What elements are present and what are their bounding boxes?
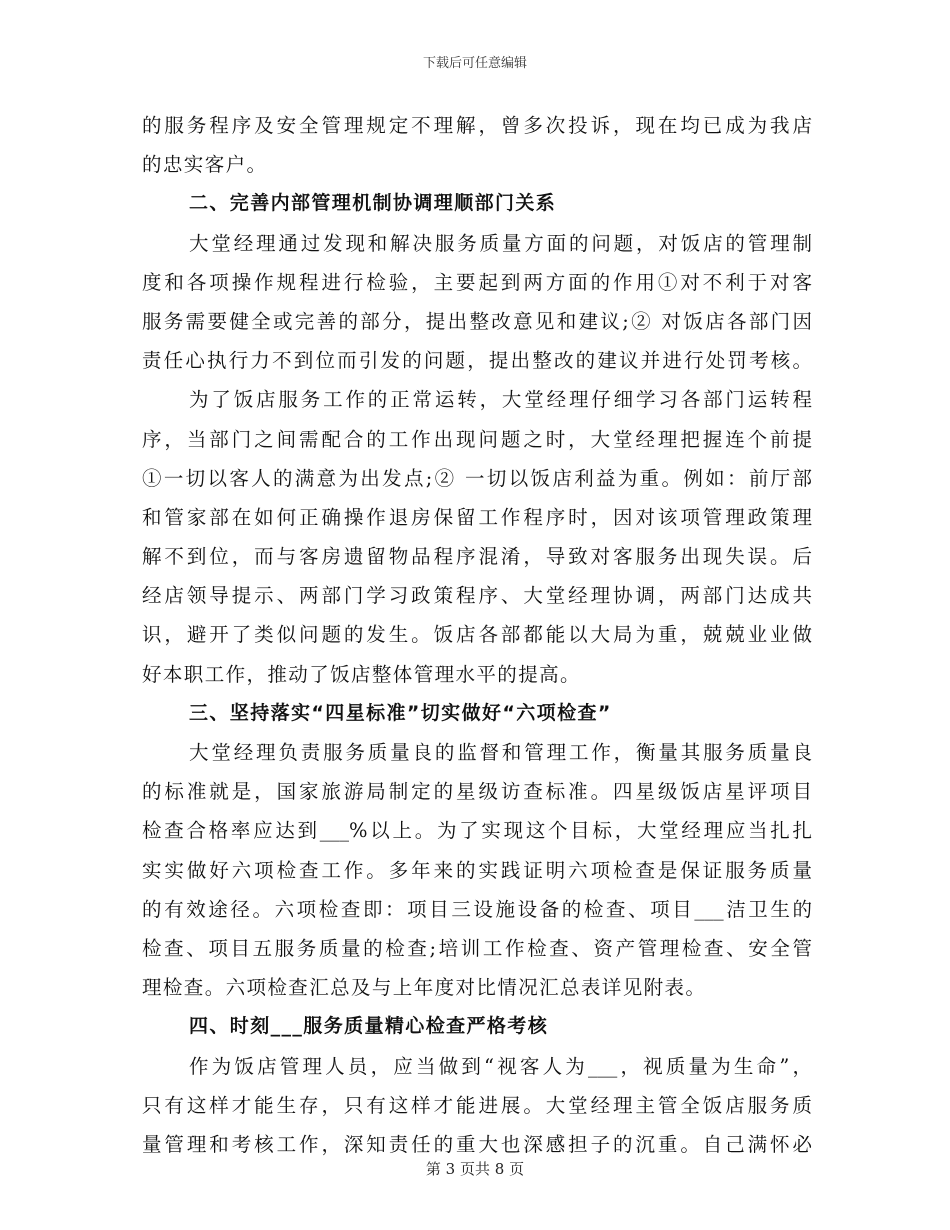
section-heading: 二、完善内部管理机制协调理顺部门关系 <box>189 192 557 215</box>
text-line: 经店领导提示、两部门学习政策程序、大堂经理协调，两部门达成共 <box>142 584 812 608</box>
page-footer: 第 3 页共 8 页 <box>425 1160 525 1178</box>
text-line: 检查合格率应达到___%以上。为了实现这个目标，大堂经理应当扎扎 <box>142 819 812 843</box>
text-line: ①一切以客人的满意为出发点;② 一切以饭店利益为重。例如：前厅部 <box>142 466 812 490</box>
text-line: 实实做好六项检查工作。多年来的实践证明六项检查是保证服务质量 <box>142 858 812 882</box>
text-line: 的标准就是，国家旅游局制定的星级访查标准。四星级饭店星评项目 <box>142 780 812 804</box>
text-line: 的有效途径。六项检查即：项目三设施设备的检查、项目___洁卫生的 <box>142 897 812 921</box>
text-line: 的忠实客户。 <box>142 153 268 177</box>
text-line: 的服务程序及安全管理规定不理解，曾多次投诉，现在均已成为我店 <box>142 114 812 137</box>
text-line: 解不到位，而与客房遗留物品程序混淆，导致对客服务出现失误。后 <box>142 545 812 569</box>
text-line: 理检查。六项检查汇总及与上年度对比情况汇总表详见附表。 <box>142 976 707 1000</box>
text-line: 只有这样才能生存，只有这样才能进展。大堂经理主管全饭店服务质 <box>142 1093 812 1117</box>
text-line: 检查、项目五服务质量的检查;培训工作检查、资产管理检查、安全管 <box>142 936 812 960</box>
page-header: 下载后可任意编辑 <box>422 56 527 71</box>
text-line: 度和各项操作规程进行检验，主要起到两方面的作用①对不利于对客 <box>142 270 812 294</box>
text-line: 为了饭店服务工作的正常运转，大堂经理仔细学习各部门运转程 <box>189 388 812 412</box>
text-line: 责任心执行力不到位而引发的问题，提出整改的建议并进行处罚考核。 <box>142 349 812 373</box>
text-line: 好本职工作，推动了饭店整体管理水平的提高。 <box>142 662 581 686</box>
text-line: 大堂经理通过发现和解决服务质量方面的问题，对饭店的管理制 <box>189 231 812 255</box>
text-line: 序，当部门之间需配合的工作出现问题之时，大堂经理把握连个前提 <box>142 427 812 451</box>
text-line: 量管理和考核工作，深知责任的重大也深感担子的沉重。自己满怀必 <box>142 1132 812 1156</box>
text-line: 识，避开了类似问题的发生。饭店各部都能以大局为重，兢兢业业做 <box>142 623 812 647</box>
document-body <box>142 106 812 1164</box>
text-line: 作为饭店管理人员，应当做到“视客人为___，视质量为生命”， <box>189 1054 812 1078</box>
text-line: 服务需要健全或完善的部分，提出整改意见和建议;② 对饭店各部门因 <box>142 309 812 333</box>
text-line: 大堂经理负责服务质量良的监督和管理工作，衡量其服务质量良 <box>189 741 812 764</box>
text-line: 和管家部在如何正确操作退房保留工作程序时，因对该项管理政策理 <box>142 505 812 529</box>
section-heading: 三、坚持落实“四星标准”切实做好“六项检查” <box>189 701 612 724</box>
section-heading: 四、时刻___服务质量精心检查严格考核 <box>189 1015 549 1038</box>
